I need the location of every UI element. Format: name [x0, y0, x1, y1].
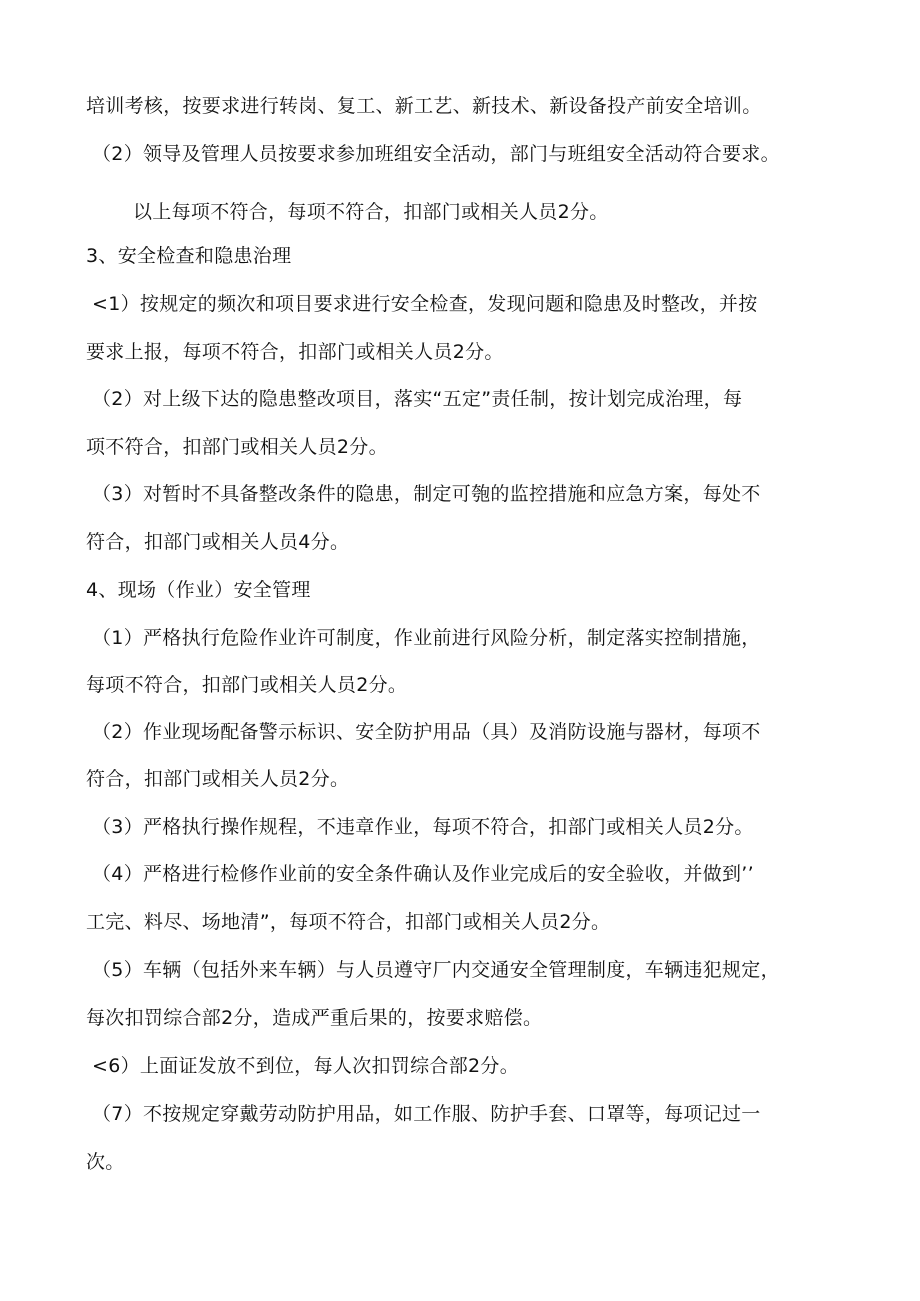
text-line: 符合，扣部门或相关人员4分。	[86, 531, 350, 553]
section-heading: 4、现场（作业）安全管理	[86, 579, 311, 601]
section-heading: 3、安全检查和隐患治理	[86, 245, 292, 267]
text-line: 项不符合，扣部门或相关人员2分。	[86, 436, 388, 458]
text-line: （3）对暂时不具备整改条件的隐患，制定可匏的监控措施和应急方案，每处不	[92, 483, 761, 505]
text-line: 以上每项不符合，每项不符合，扣部门或相关人员2分。	[133, 201, 609, 223]
text-line: <1）按规定的频次和项目要求进行安全检查，发现问题和隐患及时整改，并按	[92, 293, 758, 315]
text-line: 每次扣罚综合部2分，造成严重后果的，按要求赔偿。	[86, 1007, 543, 1029]
text-line: <6）上面证发放不到位，每人次扣罚综合部2分。	[92, 1055, 519, 1077]
text-line: （2）对上级下达的隐患整改项目，落实“五定”责任制，按计划完成治理，每	[92, 388, 743, 410]
text-line: （2）领导及管理人员按要求参加班组安全活动，部门与班组安全活动符合要求。	[92, 143, 780, 165]
text-line: 每项不符合，扣部门或相关人员2分。	[86, 674, 408, 696]
text-line: （5）车辆（包括外来车辆）与人员遵守厂内交通安全管理制度，车辆违犯规定，	[92, 959, 780, 981]
text-line: （4）严格进行检修作业前的安全条件确认及作业完成后的安全验收，并做到’’	[92, 863, 754, 885]
text-line: 符合，扣部门或相关人员2分。	[86, 768, 350, 790]
text-line: 工完、料尽、场地清”，每项不符合，扣部门或相关人员2分。	[86, 911, 611, 933]
text-line: （3）严格执行操作规程，不违章作业，每项不符合，扣部门或相关人员2分。	[92, 816, 754, 838]
text-line: 要求上报，每项不符合，扣部门或相关人员2分。	[86, 341, 504, 363]
text-line: （7）不按规定穿戴劳动防护用品，如工作服、防护手套、口罩等，每项记过一	[92, 1103, 761, 1125]
text-line: （1）严格执行危险作业许可制度，作业前进行风险分析，制定落实控制措施，	[92, 627, 761, 649]
text-line: 次。	[86, 1151, 125, 1173]
text-line: （2）作业现场配备警示标识、安全防护用品（具）及消防设施与器材，每项不	[92, 721, 761, 743]
text-line: 培训考核，按要求进行转岗、复工、新工艺、新技术、新设备投产前安全培训。	[86, 95, 762, 117]
